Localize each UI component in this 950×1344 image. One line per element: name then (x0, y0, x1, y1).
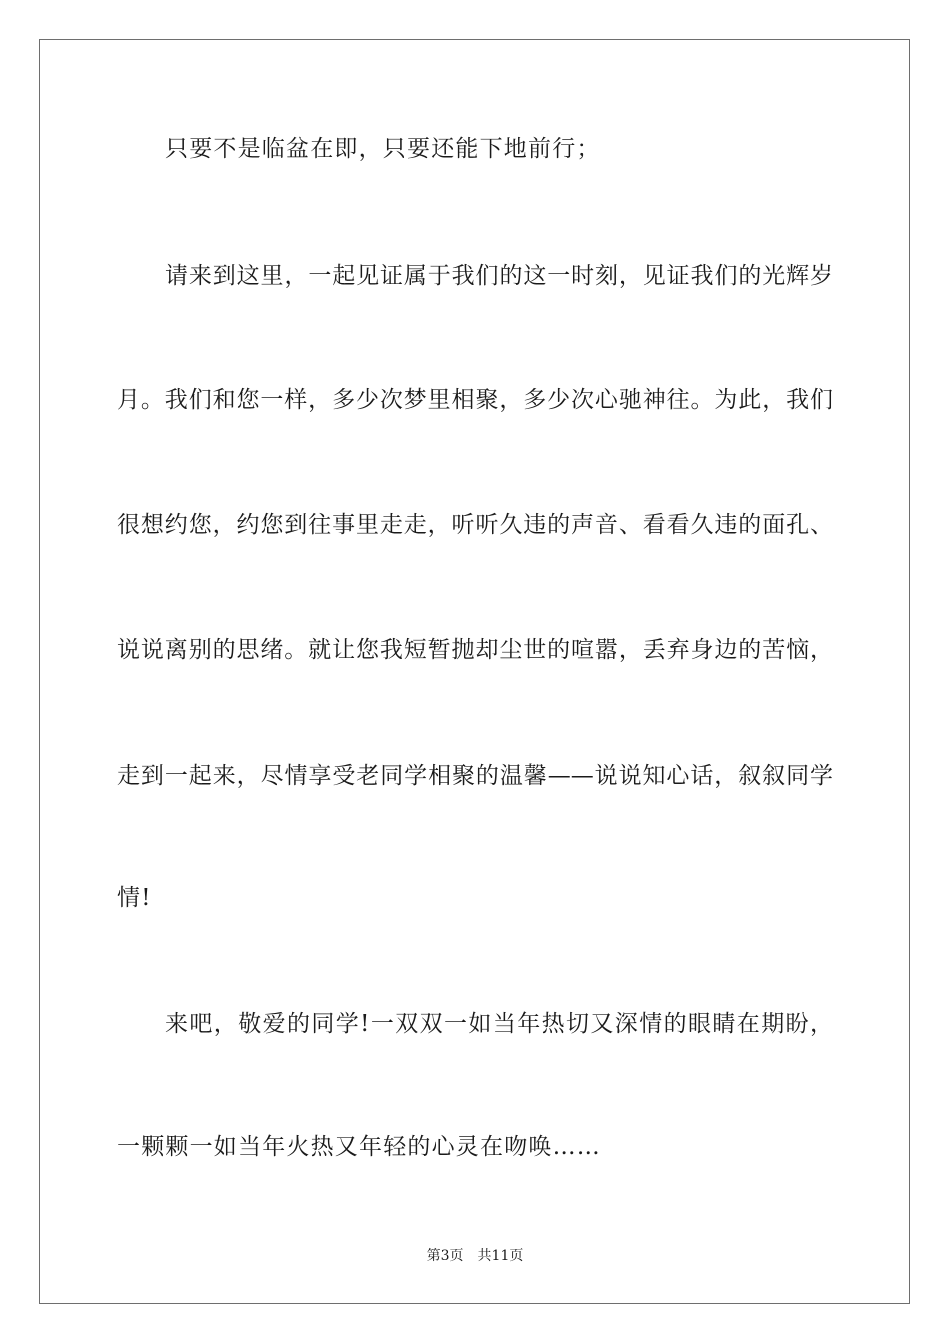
paragraph-line: 月。我们和您一样，多少次梦里相聚，多少次心驰神往。为此，我们 (117, 387, 833, 413)
paragraph-line: 情! (117, 885, 152, 911)
paragraph-line: 走到一起来，尽情享受老同学相聚的温馨——说说知心话，叙叙同学 (117, 763, 833, 789)
paragraph-line: 一颗颗一如当年火热又年轻的心灵在吻唤…… (117, 1134, 601, 1160)
page-number-footer: 第3页 共11页 (426, 1248, 524, 1264)
paragraph-line: 只要不是临盆在即，只要还能下地前行； (165, 136, 601, 162)
page-border (39, 39, 910, 1304)
paragraph-line: 很想约您，约您到往事里走走，听听久违的声音、看看久违的面孔、 (117, 512, 833, 538)
paragraph-line: 请来到这里，一起见证属于我们的这一时刻，见证我们的光辉岁 (165, 263, 833, 289)
paragraph-line: 说说离别的思绪。就让您我短暂抛却尘世的喧嚣，丢弃身边的苦恼， (117, 637, 833, 663)
paragraph-line: 来吧，敬爱的同学!一双双一如当年热切又深情的眼睛在期盼， (165, 1011, 833, 1037)
